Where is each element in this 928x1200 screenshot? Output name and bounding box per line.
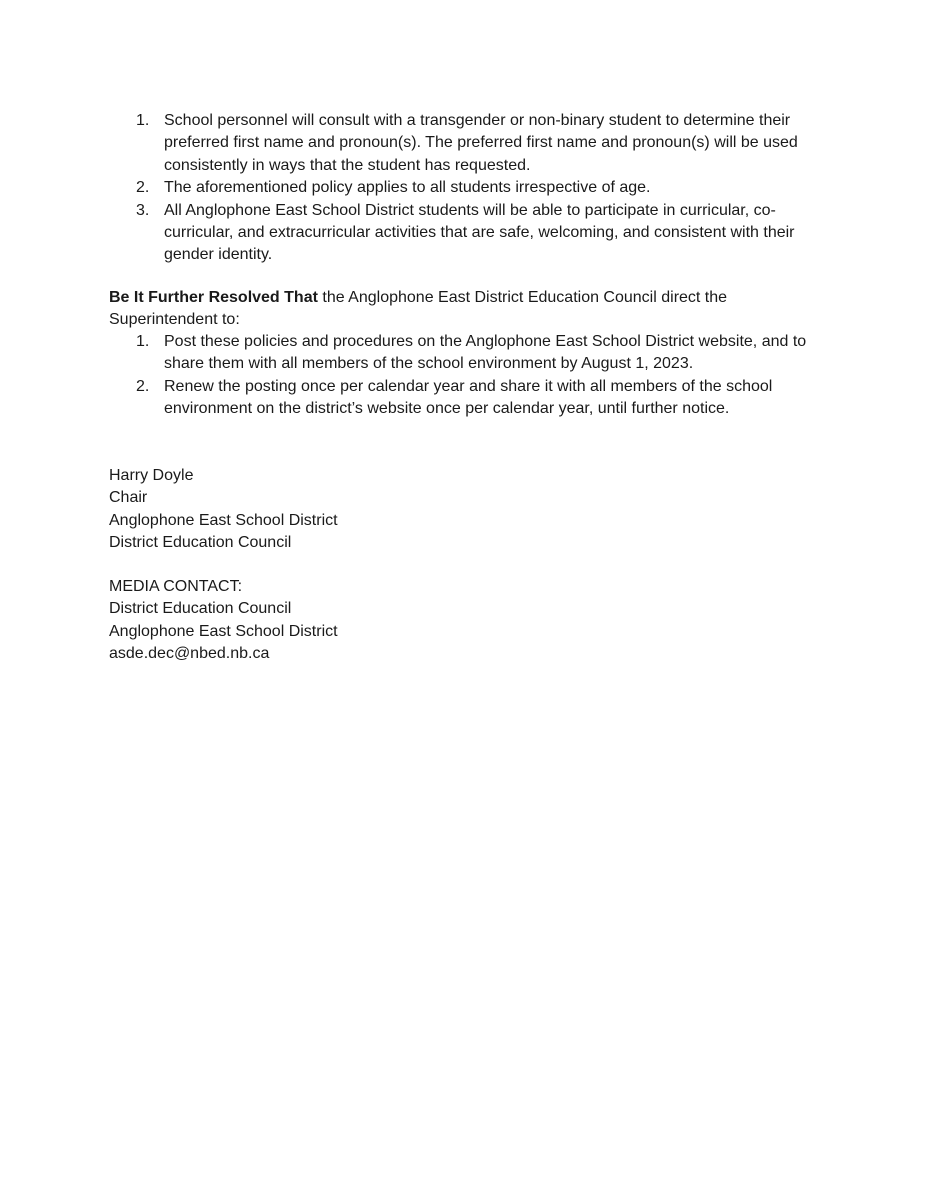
list-item-text: The aforementioned policy applies to all students irrespective of age. bbox=[164, 179, 651, 197]
media-contact-email: asde.dec@nbed.nb.ca bbox=[109, 645, 270, 663]
list-item bbox=[0, 331, 824, 376]
list-item bbox=[0, 376, 824, 421]
list-item-number: 1. bbox=[136, 112, 150, 129]
media-contact-district: Anglophone East School District bbox=[109, 622, 338, 640]
resolution-text: the Anglophone East District Education Council direct the Superintendent to: bbox=[109, 289, 728, 329]
signatory-council: District Education Council bbox=[109, 534, 292, 552]
list-item-number: 1. bbox=[136, 333, 150, 350]
policy-list bbox=[0, 110, 824, 267]
list-item-number: 3. bbox=[136, 201, 150, 219]
list-item bbox=[0, 110, 824, 177]
signatory-role: Chair bbox=[109, 489, 148, 507]
resolution-paragraph bbox=[109, 287, 769, 332]
directive-list bbox=[0, 331, 824, 421]
resolution-lead: Be It Further Resolved That bbox=[109, 289, 318, 306]
list-item-number: 2. bbox=[136, 377, 150, 395]
media-contact-block bbox=[109, 576, 338, 666]
list-item-text: School personnel will consult with a transgender or non-binary student to determine their preferred first name and pronoun(s). The preferred first name and pronoun(s) will be used consistently in ways that the student has requested. bbox=[164, 112, 798, 174]
list-item-text: All Anglophone East School District students will be able to participate in curricular, co-curricular, and extracurricular activities that are safe, welcoming, and consistent with their gender identity. bbox=[164, 201, 795, 264]
list-item bbox=[0, 200, 824, 267]
list-item-text: Renew the posting once per calendar year and share it with all members of the school environment on the district’s website once per calendar year, until further notice. bbox=[164, 377, 773, 418]
media-contact-council: District Education Council bbox=[109, 600, 292, 618]
media-contact-heading: MEDIA CONTACT: bbox=[109, 578, 243, 595]
list-item bbox=[0, 177, 824, 199]
signatory-name: Harry Doyle bbox=[109, 467, 194, 484]
signatory-district: Anglophone East School District bbox=[109, 511, 338, 529]
list-item-number: 2. bbox=[136, 179, 150, 197]
signature-block bbox=[109, 465, 338, 555]
list-item-text: Post these policies and procedures on the Anglophone East School District website, and to share them with all members of the school environment by August 1, 2023. bbox=[164, 333, 807, 373]
